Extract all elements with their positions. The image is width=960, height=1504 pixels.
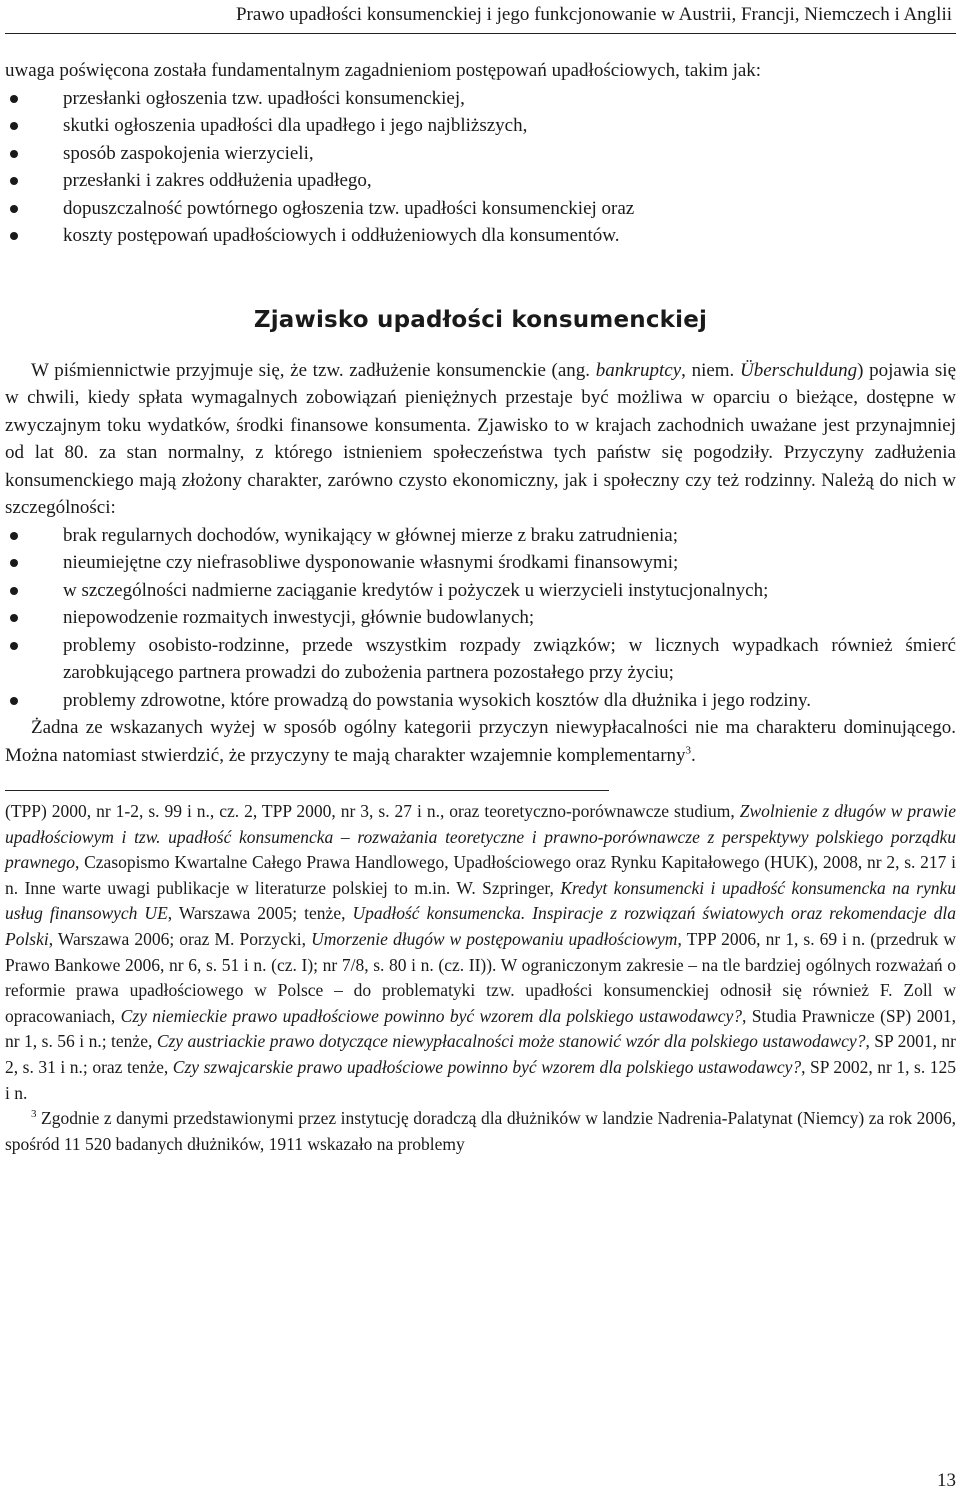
footnote-text: , Warszawa 2005; tenże, — [167, 903, 353, 924]
footnote-citation-title: Zwolnienie z długów w prawie upadłościowym i tzw. upadłość konsumencka – rozważania teoretyczne i prawno-porównawcze z perspektywy polskiego porządku prawnego — [5, 801, 956, 873]
bullet-icon — [10, 205, 18, 213]
bullet-icon — [10, 642, 18, 650]
footnote-text: (TPP) 2000, nr 1-2, s. 99 i n., cz. 2, TPP 2000, nr 3, s. 27 i n., oraz teoretyczno-porównawcze studium, — [5, 801, 740, 821]
list-item: skutki ogłoszenia upadłości dla upadłego i jego najbliższych, — [5, 112, 956, 140]
list-item: nieumiejętne czy niefrasobliwe dysponowanie własnymi środkami finansowymi; — [5, 549, 956, 577]
intro-bullet-list — [5, 85, 956, 250]
bullet-icon — [10, 177, 18, 185]
footnote-reference[interactable]: 3 — [685, 744, 692, 757]
list-item: brak regularnych dochodów, wynikający w głównej mierze z braku zatrudnienia; — [5, 522, 956, 550]
bullet-icon — [10, 559, 18, 567]
bullet-icon — [10, 614, 18, 622]
body-paragraph: Żadna ze wskazanych wyżej w sposób ogólny kategorii przyczyn niewypłacalności nie ma charakteru dominującego. Można natomiast stwierdzić, że przyczyny te mają charakter wzajemnie komplementarny$^3$. — [5, 717, 956, 766]
bullet-icon — [10, 232, 18, 240]
list-item: koszty postępowań upadłościowych i oddłużeniowych dla konsumentów. — [5, 222, 956, 250]
intro-paragraph: uwaga poświęcona została fundamentalnym zagadnieniom postępowań upadłościowych, takim jak: — [5, 60, 762, 81]
running-header: Prawo upadłości konsumenckiej i jego funkcjonowanie w Austrii, Francji, Niemczech i Anglii — [5, 0, 956, 34]
list-item: przesłanki ogłoszenia tzw. upadłości konsumenckiej, — [5, 85, 956, 113]
footnote-separator — [5, 790, 609, 791]
bullet-icon — [10, 532, 18, 540]
page-number: 13 — [937, 1470, 956, 1491]
section-heading: Zjawisko upadłości konsumenckiej — [253, 306, 708, 333]
footnote-citation-title: Umorzenie długów w postępowaniu upadłościowym — [311, 928, 678, 949]
footnote-citation-title: Czy austriackie prawo dotyczące niewypłacalności może stanowić wzór dla polskiego ustawodawcy? — [156, 1031, 866, 1052]
list-item: sposób zaspokojenia wierzycieli, — [5, 140, 956, 168]
list-item: problemy zdrowotne, które prowadzą do powstania wysokich kosztów dla dłużnika i jego rodziny. — [5, 687, 956, 715]
list-item: dopuszczalność powtórnego ogłoszenia tzw. upadłości konsumenckiej oraz — [5, 195, 956, 223]
footnote-text: , SP 2002, nr 1, s. 125 i n. — [5, 1056, 957, 1103]
list-item: w szczególności nadmierne zaciąganie kredytów i pożyczek u wierzycieli instytucjonalnych; — [5, 577, 956, 605]
footnote-2 — [5, 799, 956, 1106]
footnote-text: , Czasopismo Kwartalne Całego Prawa Handlowego, Upadłościowego oraz Rynku Kapitałowego (HUK), 2008, nr 2, s. 217 i n. Inne warte uwagi publikacje w literaturze polskiej to m.in. W. Szpringer, — [5, 852, 956, 898]
footnote-citation-title: Kredyt konsumencki i upadłość konsumencka na rynku usług finansowych UE — [5, 877, 956, 924]
footnote-3: $^3$ Zgodnie z danymi przedstawionymi przez instytucję doradczą dla dłużników w landzie Nadrenia-Palatynat (Niemcy) za rok 2006, spośród 11 520 badanych dłużników, 1911 wskazało na problemy — [5, 1108, 956, 1154]
footnote-citation-title: Upadłość konsumencka. Inspiracje z rozwiązań światowych oraz rekomendacje dla Polski — [5, 903, 957, 949]
bullet-icon — [10, 587, 18, 595]
bullet-icon — [10, 95, 18, 103]
footnote-citation-title: Czy niemieckie prawo upadłościowe powinno być wzorem dla polskiego ustawodawcy? — [120, 1005, 742, 1026]
footnote-text: , Warszawa 2006; oraz M. Porzycki, — [48, 928, 312, 949]
footnotes — [5, 799, 956, 1157]
list-item: problemy osobisto-rodzinne, przede wszystkim rozpady związków; w licznych wypadkach również śmierć zarobkującego partnera prowadzi do zubożenia partnera pozostałego przy życiu; — [5, 632, 956, 687]
footnote-text: , TPP 2006, nr 1, s. 69 i n. (przedruk w Prawo Bankowe 2006, nr 6, s. 51 i n. (cz. I); nr 7/8, s. 80 i n. (cz. II)). W ograniczonym zakresie – na tle bardziej ogólnych rozważań o reformie prawa upadłościowego w Polsce – do problematyki tzw. upadłości konsumenckiej odnosił się również F. Zoll w opracowaniach, — [5, 928, 956, 1026]
footnote-text: , SP 2001, nr 2, s. 31 i n.; oraz tenże, — [5, 1031, 957, 1077]
bullet-icon — [10, 697, 18, 705]
footnote-citation-title: Czy szwajcarskie prawo upadłościowe powinno być wzorem dla polskiego ustawodawcy? — [172, 1056, 802, 1077]
bullet-icon — [10, 150, 18, 158]
list-item: niepowodzenie rozmaitych inwestycji, głównie budowlanych; — [5, 604, 956, 632]
footnote-text: , Studia Prawnicze (SP) 2001, nr 1, s. 56 i n.; tenże, — [5, 1005, 956, 1052]
list-item: przesłanki i zakres oddłużenia upadłego, — [5, 167, 956, 195]
bullet-icon — [10, 122, 18, 130]
causes-bullet-list — [5, 522, 956, 715]
body-paragraph: W piśmiennictwie przyjmuje się, że tzw. zadłużenie konsumenckie (ang. bankruptcy, niem. Überschuldung) pojawia się w chwili, kiedy spłata wymagalnych zobowiązań pieniężnych przestaje być możliwa w oparciu o bieżące, dostępne w zwyczajnym toku wydatków, środki finansowe konsumenta. Zjawisko to w krajach zachodnich uważane jest przynajmniej od lat 80. za stan normalny, z którego istnieniem społeczeństwa tych państw się pogodziły. Przyczyny zadłużenia konsumenckiego mają złożony charakter, zarówno czysto ekonomiczny, jak i społeczny czy też rodzinny. Należą do nich w szczególności: — [5, 359, 956, 518]
footnote-marker: 3 — [31, 1108, 37, 1121]
